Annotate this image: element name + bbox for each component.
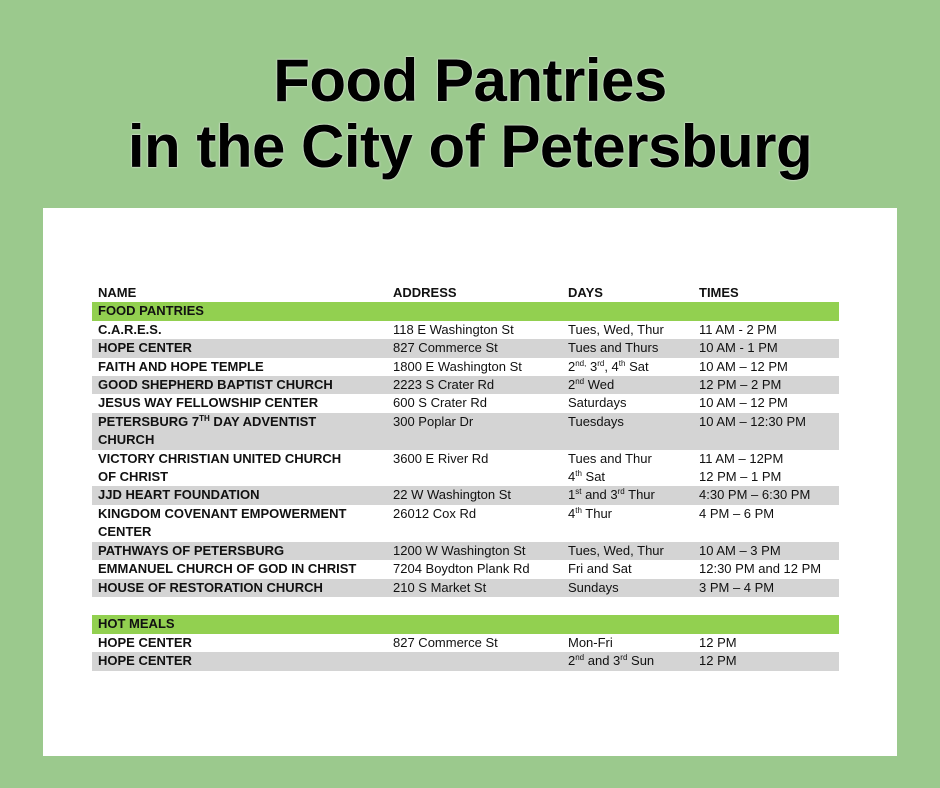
row-days: Fri and Sat	[568, 561, 632, 577]
section-label: FOOD PANTRIES	[98, 303, 204, 319]
section-food-pantries	[92, 302, 839, 320]
row-days: Tues and Thurs	[568, 340, 659, 356]
row-name: KINGDOM COVENANT EMPOWERMENT CENTER	[98, 505, 347, 540]
row-times: 10 AM - 1 PM	[699, 340, 778, 356]
row-name: FAITH AND HOPE TEMPLE	[98, 358, 264, 374]
row-days: Mon-Fri	[568, 634, 613, 650]
row-name: JJD HEART FOUNDATION	[98, 487, 260, 503]
title-line-2: in the City of Petersburg	[127, 113, 813, 180]
header-times: TIMES	[699, 285, 739, 300]
row-days: Tues, Wed, Thur	[568, 542, 664, 558]
row-days: 2nd and 3rd Sun	[568, 653, 655, 669]
table-row	[92, 376, 839, 394]
row-address: 1200 W Washington St	[393, 542, 526, 558]
table-row	[92, 652, 839, 670]
row-days: Tues and Thur 4th Sat	[568, 450, 652, 485]
row-name: PETERSBURG 7TH DAY ADVENTIST CHURCH	[98, 413, 317, 448]
row-times: 12 PM	[699, 653, 737, 669]
row-days: 1st and 3rd Thur	[568, 487, 655, 503]
row-name: GOOD SHEPHERD BAPTIST CHURCH	[98, 377, 333, 393]
table-header-row	[92, 284, 839, 302]
row-times: 4:30 PM – 6:30 PM	[699, 487, 811, 503]
title-line-1: Food Pantries	[273, 47, 667, 114]
row-days: Sundays	[568, 579, 619, 595]
row-days: Saturdays	[568, 395, 627, 411]
row-address: 3600 E River Rd	[393, 450, 489, 466]
table-row	[92, 394, 839, 412]
row-address: 300 Poplar Dr	[393, 413, 474, 429]
header-days: DAYS	[568, 285, 603, 300]
row-times: 12:30 PM and 12 PM	[699, 561, 822, 577]
table-row	[92, 560, 839, 578]
row-days: 2nd Wed	[568, 377, 615, 393]
row-name: HOPE CENTER	[98, 634, 192, 650]
table-row	[92, 542, 839, 560]
row-name: JESUS WAY FELLOWSHIP CENTER	[98, 395, 319, 411]
row-name: C.A.R.E.S.	[98, 321, 162, 337]
header-name: NAME	[98, 285, 137, 300]
row-days: Tuesdays	[568, 413, 624, 429]
table-row	[92, 579, 839, 597]
row-address: 118 E Washington St	[393, 321, 514, 337]
table-row	[92, 339, 839, 357]
table-row	[92, 486, 839, 504]
row-name: VICTORY CHRISTIAN UNITED CHURCH OF CHRIST	[98, 450, 342, 485]
row-address: 210 S Market St	[393, 579, 487, 595]
table-row	[92, 321, 839, 339]
section-spacer	[92, 597, 839, 615]
table-row	[92, 450, 839, 487]
row-times: 10 AM – 12:30 PM	[699, 413, 806, 429]
row-times: 4 PM – 6 PM	[699, 505, 775, 521]
row-times: 10 AM – 12 PM	[699, 358, 788, 374]
table-row	[92, 505, 839, 542]
row-address: 1800 E Washington St	[393, 358, 522, 374]
row-days: $2^{nd,}$ 3rd, 4th Sat	[568, 358, 649, 374]
row-address: 2223 S Crater Rd	[393, 377, 495, 393]
content-panel	[43, 208, 897, 756]
table-row	[92, 634, 839, 652]
section-hot-meals	[92, 615, 839, 633]
row-address: 827 Commerce St	[393, 634, 498, 650]
row-times: 10 AM – 12 PM	[699, 395, 788, 411]
row-days: Tues, Wed, Thur	[568, 321, 664, 337]
page-title	[0, 48, 940, 180]
row-times: 12 PM – 2 PM	[699, 377, 782, 393]
table-row	[92, 358, 839, 376]
row-address: 600 S Crater Rd	[393, 395, 487, 411]
row-address: 22 W Washington St	[393, 487, 512, 503]
row-name: PATHWAYS OF PETERSBURG	[98, 542, 285, 558]
row-times: 12 PM	[699, 634, 737, 650]
row-days: 4th Thur	[568, 505, 613, 521]
row-times: 3 PM – 4 PM	[699, 579, 775, 595]
row-address	[393, 652, 568, 670]
row-times: 11 AM - 2 PM	[699, 321, 777, 337]
row-address: 26012 Cox Rd	[393, 505, 477, 521]
row-address: 7204 Boydton Plank Rd	[393, 561, 530, 577]
row-times: 11 AM – 12PM 12 PM – 1 PM	[699, 450, 784, 485]
row-times: 10 AM – 3 PM	[699, 542, 781, 558]
pantry-table	[92, 284, 839, 671]
row-name: HOPE CENTER	[98, 653, 192, 669]
header-address: ADDRESS	[393, 285, 457, 300]
section-label: HOT MEALS	[98, 616, 175, 632]
row-address: 827 Commerce St	[393, 340, 498, 356]
row-name: HOUSE OF RESTORATION CHURCH	[98, 579, 323, 595]
row-name: HOPE CENTER	[98, 340, 192, 356]
row-name: EMMANUEL CHURCH OF GOD IN CHRIST	[98, 561, 357, 577]
table-row	[92, 413, 839, 450]
